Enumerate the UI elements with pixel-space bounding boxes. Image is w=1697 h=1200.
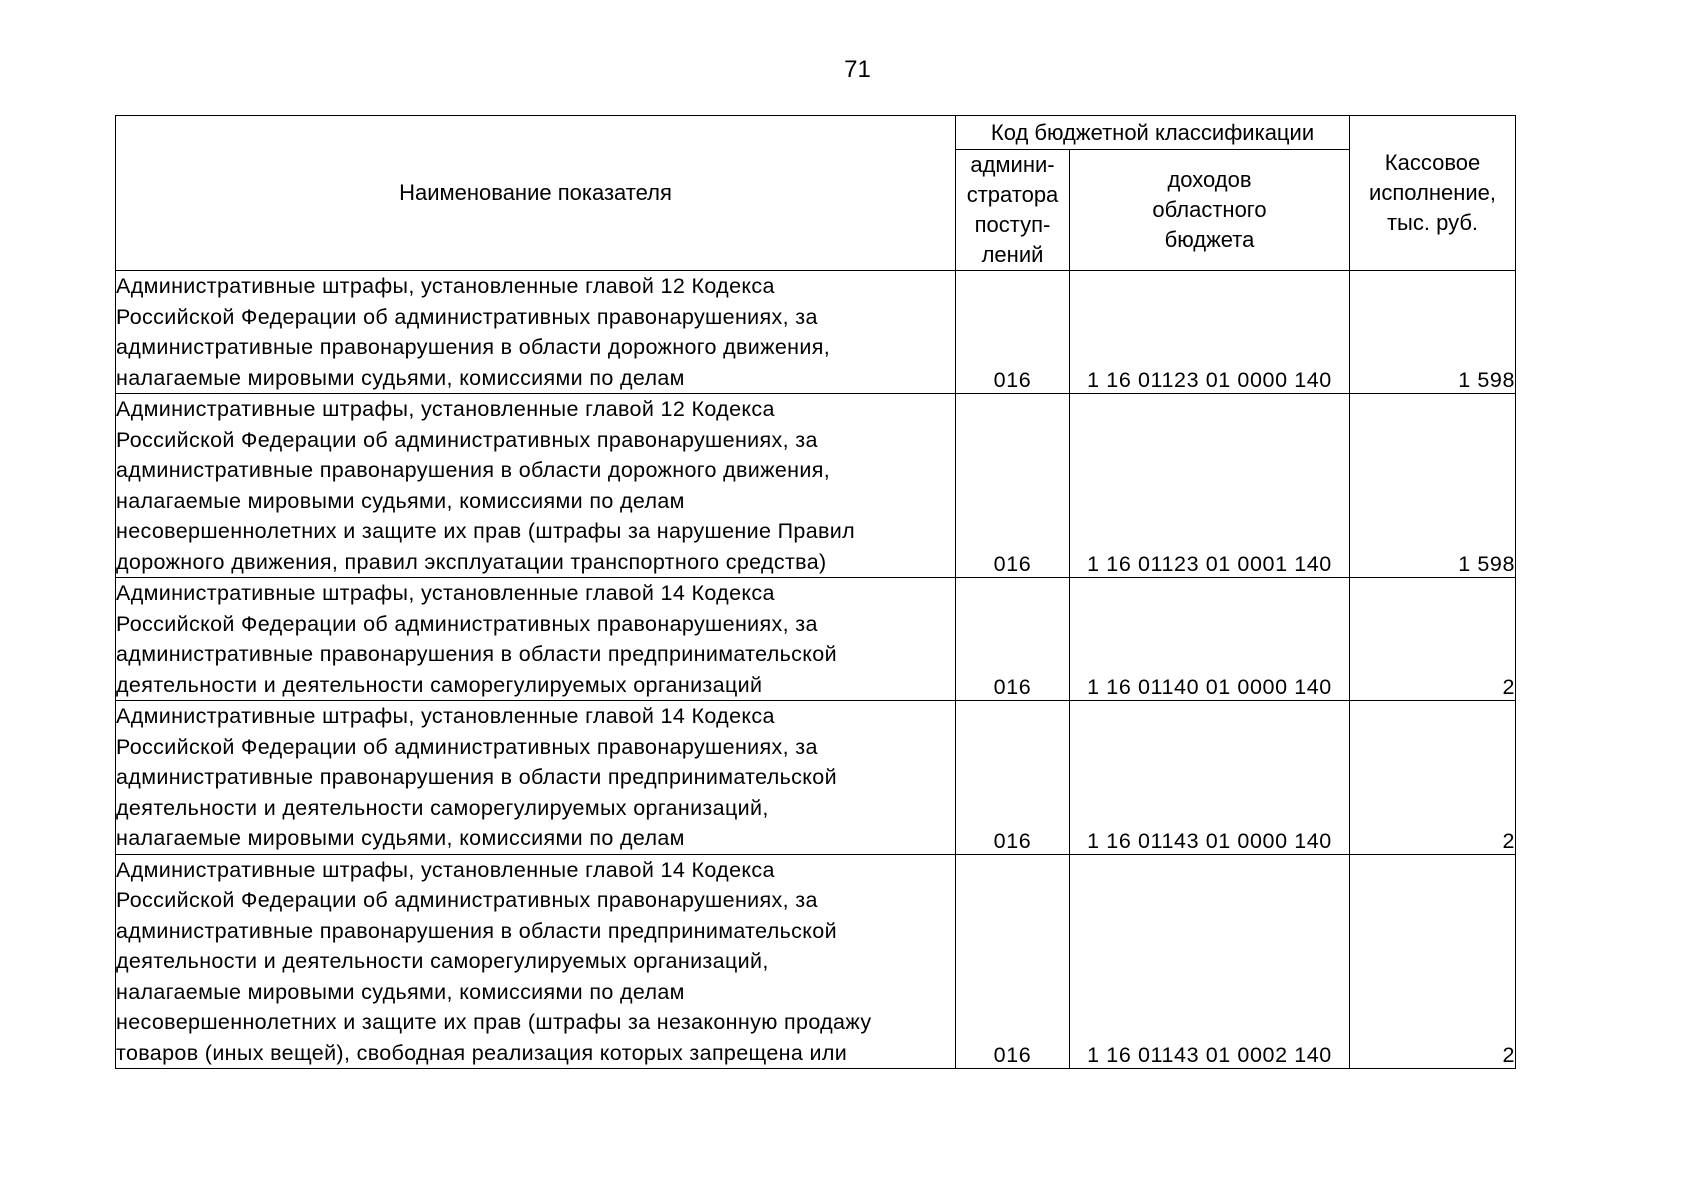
indicator-name-cell bbox=[116, 271, 956, 394]
indicator-name-line: административные правонарушения в области дорожного движения, bbox=[116, 335, 831, 359]
indicator-name-line: Российской Федерации об административных правонарушениях, за bbox=[116, 304, 818, 329]
cash-execution-cell: 2 bbox=[1350, 701, 1516, 855]
administrator-code-cell: 016 bbox=[956, 701, 1070, 855]
header-cash-execution-line: тыс. руб. bbox=[1386, 210, 1479, 235]
table-body bbox=[116, 271, 1516, 1069]
table-row bbox=[116, 854, 1516, 1069]
indicator-name-line: деятельности и деятельности саморегулируемых организаций, bbox=[116, 949, 769, 973]
indicator-name-line: несовершеннолетних и защите их прав (штрафы за нарушение Правил bbox=[116, 519, 856, 543]
indicator-name-line: несовершеннолетних и защите их прав (штрафы за незаконную продажу bbox=[116, 1010, 872, 1034]
indicator-name-cell bbox=[116, 701, 956, 855]
header-admin-line: лений bbox=[981, 242, 1044, 267]
indicator-name-line: Административные штрафы, установленные главой 14 Кодекса bbox=[116, 857, 775, 882]
revenue-code-cell: 1 16 01143 01 0000 140 bbox=[1070, 701, 1350, 855]
table-row bbox=[116, 578, 1516, 701]
indicator-name-line: Российской Федерации об административных правонарушениях, за bbox=[116, 611, 818, 636]
indicator-name-cell bbox=[116, 578, 956, 701]
table-row bbox=[116, 701, 1516, 855]
header-admin-line: поступ- bbox=[974, 212, 1051, 237]
cash-execution-cell: 1 598 bbox=[1350, 271, 1516, 394]
administrator-code-cell: 016 bbox=[956, 394, 1070, 578]
indicator-name-line: налагаемые мировыми судьями, комиссиями по делам bbox=[116, 826, 685, 850]
cash-execution-cell: 2 bbox=[1350, 578, 1516, 701]
header-cash-execution-line: исполнение, bbox=[1369, 180, 1496, 205]
budget-revenue-table bbox=[115, 115, 1516, 1069]
revenue-code-cell: 1 16 01140 01 0000 140 bbox=[1070, 578, 1350, 701]
cash-execution-cell: 1 598 bbox=[1350, 394, 1516, 578]
indicator-name-line: налагаемые мировыми судьями, комиссиями по делам bbox=[116, 979, 685, 1004]
header-revenue-line: доходов bbox=[1167, 167, 1252, 192]
header-admin-line: стратора bbox=[966, 182, 1059, 207]
revenue-code-cell: 1 16 01123 01 0001 140 bbox=[1070, 394, 1350, 578]
cash-execution-cell: 2 bbox=[1350, 854, 1516, 1069]
indicator-name-cell bbox=[116, 394, 956, 578]
indicator-name-line: дорожного движения, правил эксплуатации транспортного средства) bbox=[116, 549, 827, 574]
administrator-code-cell: 016 bbox=[956, 578, 1070, 701]
header-regional-budget-revenue bbox=[1070, 150, 1350, 271]
header-cash-execution bbox=[1350, 116, 1516, 271]
indicator-name-line: товаров (иных вещей), свободная реализация которых запрещена или bbox=[116, 1040, 848, 1065]
indicator-name-line: налагаемые мировыми судьями, комиссиями по делам bbox=[116, 488, 685, 513]
indicator-name-line: налагаемые мировыми судьями, комиссиями по делам bbox=[116, 365, 685, 390]
header-budget-classification-code: Код бюджетной классификации bbox=[956, 116, 1350, 150]
header-revenue-line: областного bbox=[1152, 197, 1267, 222]
header-cash-execution-line: Кассовое bbox=[1384, 150, 1481, 175]
indicator-name-line: Административные штрафы, установленные главой 12 Кодекса bbox=[116, 397, 775, 421]
indicator-name-line: административные правонарушения в области предпринимательской bbox=[116, 918, 837, 943]
indicator-name-line: Российской Федерации об административных правонарушениях, за bbox=[116, 427, 818, 452]
administrator-code-cell: 016 bbox=[956, 854, 1070, 1069]
header-admin-line: админи- bbox=[970, 152, 1055, 177]
administrator-code-cell: 016 bbox=[956, 271, 1070, 394]
page-number: 71 bbox=[844, 56, 871, 83]
indicator-name-cell bbox=[116, 854, 956, 1069]
table-row bbox=[116, 394, 1516, 578]
header-revenue-line: бюджета bbox=[1164, 227, 1255, 252]
header-indicator-name: Наименование показателя bbox=[116, 116, 956, 271]
indicator-name-line: Административные штрафы, установленные главой 14 Кодекса bbox=[116, 581, 775, 605]
indicator-name-line: Российской Федерации об административных правонарушениях, за bbox=[116, 888, 818, 912]
indicator-name-line: деятельности и деятельности саморегулируемых организаций bbox=[116, 672, 763, 697]
indicator-name-line: административные правонарушения в области предпринимательской bbox=[116, 765, 837, 789]
indicator-name-line: деятельности и деятельности саморегулируемых организаций, bbox=[116, 795, 769, 820]
revenue-code-cell: 1 16 01123 01 0000 140 bbox=[1070, 271, 1350, 394]
table-header bbox=[116, 116, 1516, 271]
table-row bbox=[116, 271, 1516, 394]
indicator-name-line: административные правонарушения в области предпринимательской bbox=[116, 642, 837, 666]
header-revenue-administrator bbox=[956, 150, 1070, 271]
revenue-code-cell: 1 16 01143 01 0002 140 bbox=[1070, 854, 1350, 1069]
indicator-name-line: Административные штрафы, установленные главой 14 Кодекса bbox=[116, 704, 775, 728]
indicator-name-line: Российской Федерации об административных правонарушениях, за bbox=[116, 734, 818, 759]
indicator-name-line: административные правонарушения в области дорожного движения, bbox=[116, 458, 831, 482]
indicator-name-line: Административные штрафы, установленные главой 12 Кодекса bbox=[116, 274, 775, 298]
